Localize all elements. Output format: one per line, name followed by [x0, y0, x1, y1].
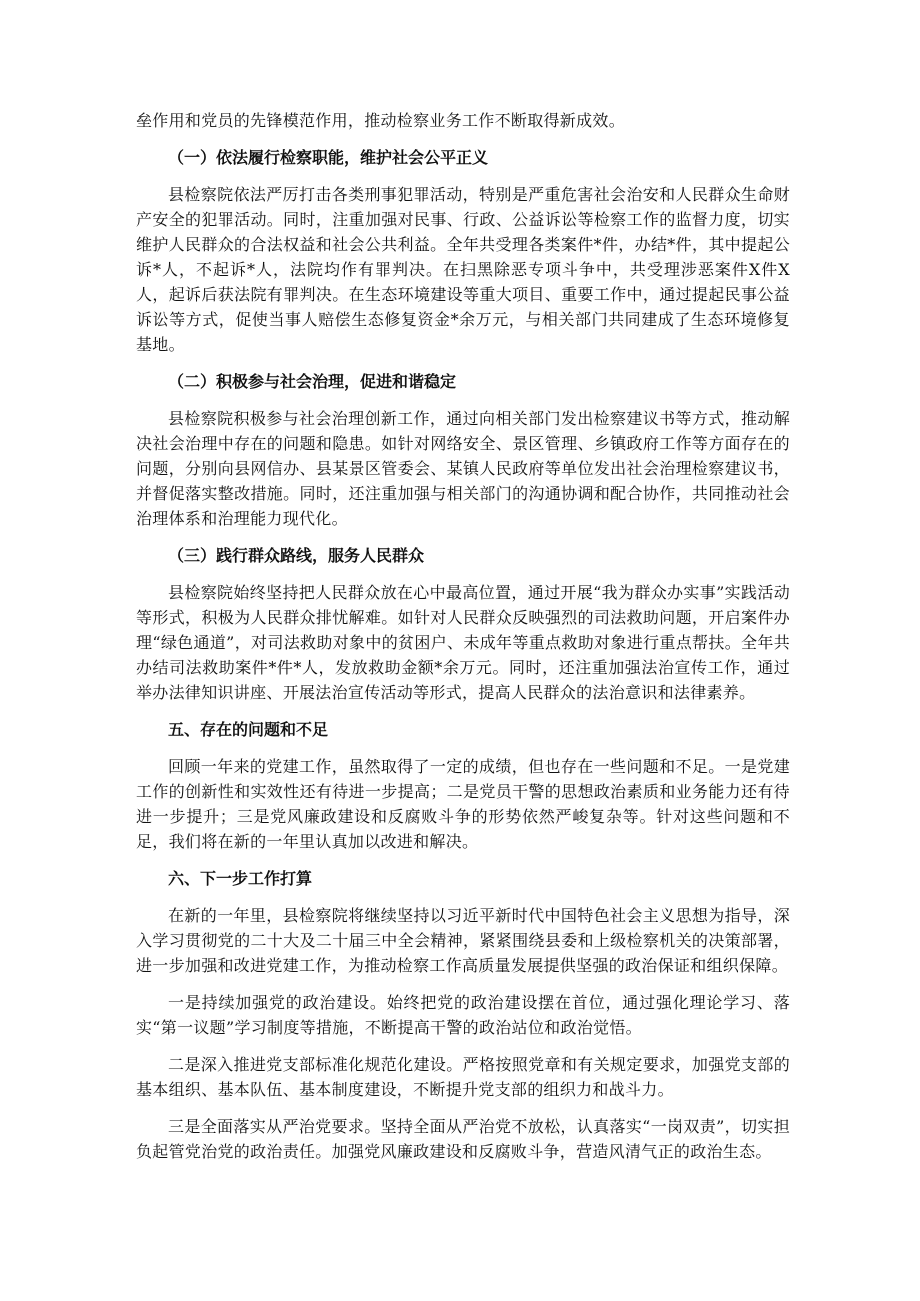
body-paragraph: 回顾一年来的党建工作，虽然取得了一定的成绩，但也存在一些问题和不足。一是党建工作的创新性和实效性还有待进一步提高；二是党员干警的思想政治素质和业务能力还有待进一步提升；三是党风廉政建设和反腐败斗争的形势依然严峻复杂等。针对这些问题和不足，我们将在新的一年里认真加以改进和解决。	[136, 757, 790, 851]
continued-paragraph: 垒作用和党员的先锋模范作用，推动检察业务工作不断取得新成效。	[136, 111, 626, 130]
section-heading: 六、下一步工作打算	[168, 869, 313, 888]
section-heading: （二）积极参与社会治理，促进和谐稳定	[168, 372, 457, 391]
body-paragraph: 二是深入推进党支部标准化规范化建设。严格按照党章和有关规定要求，加强党支部的基本组织、基本队伍、基本制度建设，不断提升党支部的组织力和战斗力。	[136, 1055, 790, 1099]
body-paragraph: 县检察院积极参与社会治理创新工作，通过向相关部门发出检察建议书等方式，推动解决社会治理中存在的问题和隐患。如针对网络安全、景区管理、乡镇政府工作等方面存在的问题，分别向县网信办、县某景区管委会、某镇人民政府等单位发出社会治理检察建议书，并督促落实整改措施。同时，还注重加强与相关部门的沟通协调和配合协作，共同推动社会治理体系和治理能力现代化。	[136, 409, 790, 528]
section-heading: 五、存在的问题和不足	[168, 720, 329, 739]
body-paragraph: 三是全面落实从严治党要求。坚持全面从严治党不放松，认真落实“一岗双责”，切实担负起管党治党的政治责任。加强党风廉政建设和反腐败斗争，营造风清气正的政治生态。	[136, 1117, 790, 1161]
body-paragraph: 一是持续加强党的政治建设。始终把党的政治建设摆在首位，通过强化理论学习、落实“第一议题”学习制度等措施，不断提高干警的政治站位和政治觉悟。	[136, 993, 790, 1037]
body-paragraph: 在新的一年里，县检察院将继续坚持以习近平新时代中国特色社会主义思想为指导，深入学习贯彻党的二十大及二十届三中全会精神，紧紧围绕县委和上级检察机关的决策部署，进一步加强和改进党建工作，为推动检察工作高质量发展提供坚强的政治保证和组织保障。	[136, 906, 790, 975]
section-heading: （一）依法履行检察职能，维护社会公平正义	[168, 148, 489, 167]
document-page	[136, 108, 790, 1176]
body-paragraph: 县检察院依法严厉打击各类刑事犯罪活动，特别是严重危害社会治安和人民群众生命财产安全的犯罪活动。同时，注重加强对民事、行政、公益诉讼等检察工作的监督力度，切实维护人民群众的合法权益和社会公共利益。全年共受理各类案件*件，办结*件，其中提起公诉*人，不起诉*人，法院均作有罪判决。在扫黑除恶专项斗争中，共受理涉恶案件X件X人，起诉后获法院有罪判决。在生态环境建设等重大项目、重要工作中，通过提起民事公益诉讼等方式，促使当事人赔偿生态修复资金*余万元，与相关部门共同建成了生态环境修复基地。	[136, 185, 790, 354]
section-heading: （三）践行群众路线，服务人民群众	[168, 546, 425, 565]
body-paragraph: 县检察院始终坚持把人民群众放在心中最高位置，通过开展“我为群众办实事”实践活动等形式，积极为人民群众排忧解难。如针对人民群众反映强烈的司法救助问题，开启案件办理“绿色通道”，对司法救助对象中的贫困户、未成年等重点救助对象进行重点帮扶。全年共办结司法救助案件*件*人，发放救助金额*余万元。同时，还注重加强法治宣传工作，通过举办法律知识讲座、开展法治宣传活动等形式，提高人民群众的法治意识和法律素养。	[136, 583, 790, 702]
